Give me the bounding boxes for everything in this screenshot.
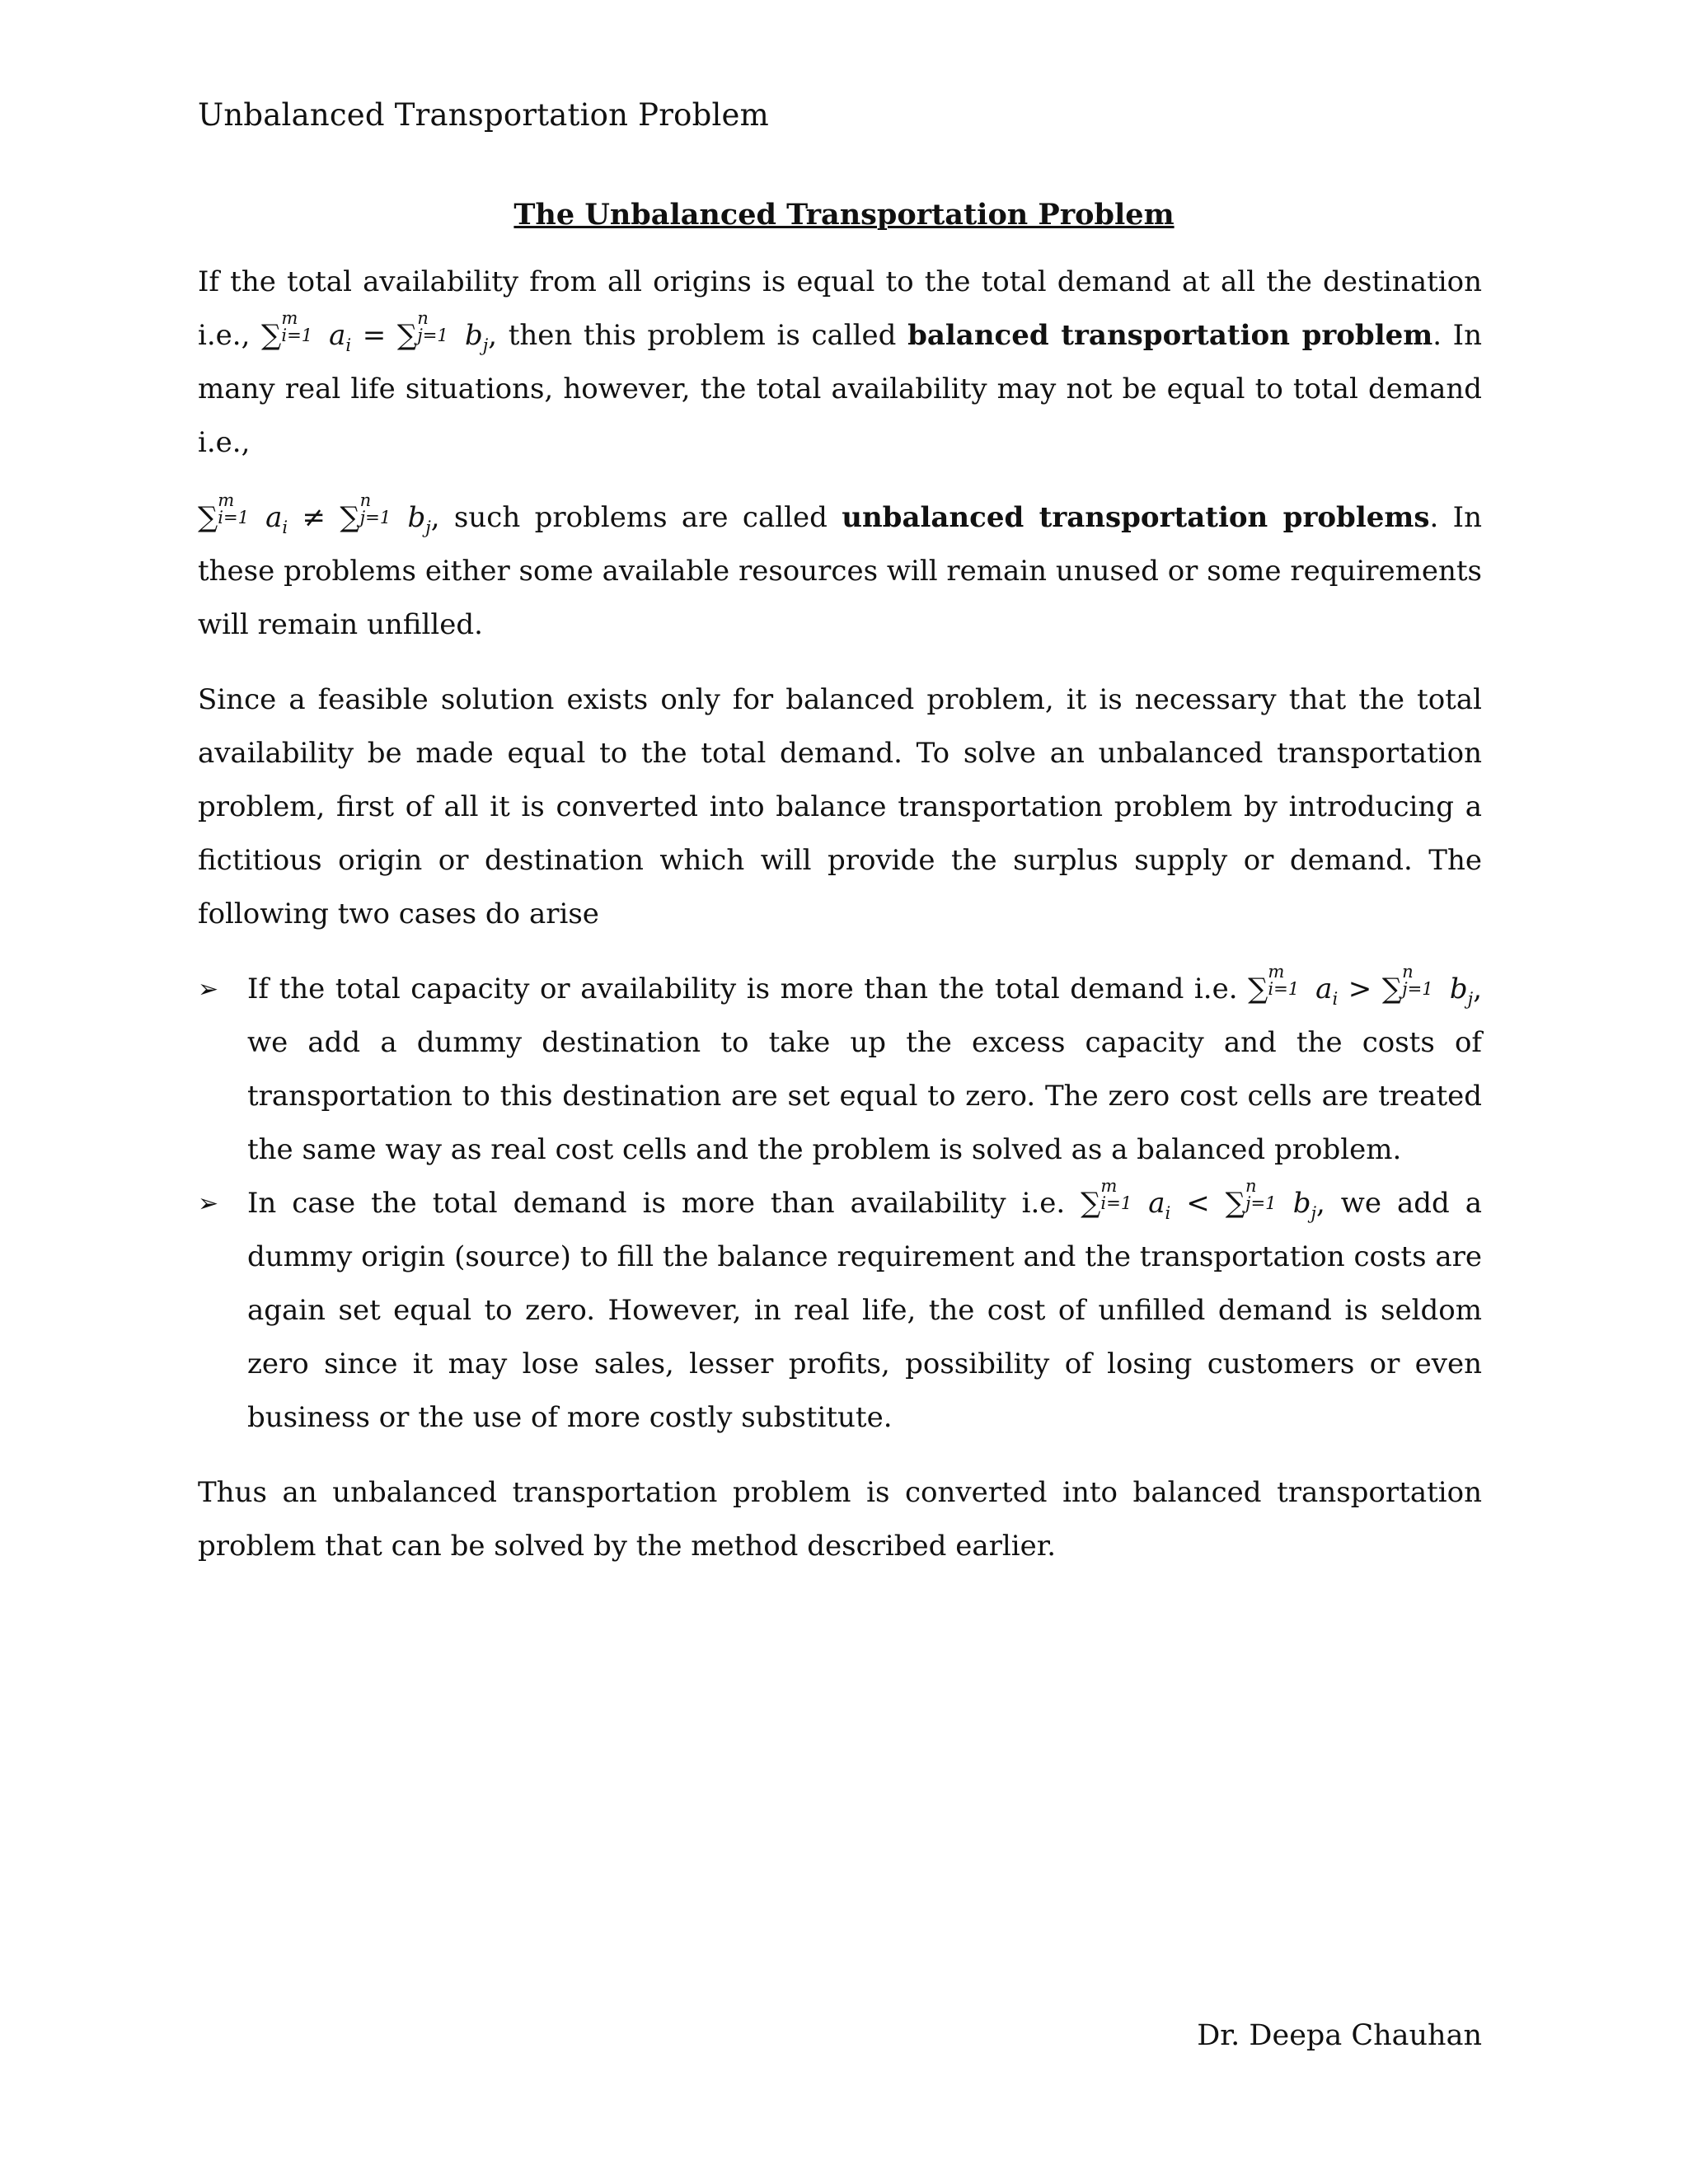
list-item-text: , we add a dummy origin (source) to fill the balance requirement and the transportation costs are again set equal to zero. However, in real life, the cost of unfilled demand is seldom zero since it may lose sales, lesser profits, possibility of losing customers or even business or the use of more costly substitute. bbox=[247, 1187, 1482, 1434]
section-title: The Unbalanced Transportation Problem bbox=[513, 198, 1175, 232]
paragraph-conclusion: Thus an unbalanced transportation problem is converted into balanced transportation problem that can be solved by the method described earlier. bbox=[198, 1476, 1482, 1563]
list-item-surplus-supply bbox=[198, 960, 1483, 1177]
term-balanced-transportation-problem: balanced transportation problem bbox=[907, 319, 1433, 352]
list-item-text: , we add a dummy destination to take up the excess capacity and the costs of transportation to this destination are set equal to zero. The zero cost cells are treated the same way as real cost cells and the problem is solved as a balanced problem. bbox=[247, 972, 1483, 1166]
paragraph-balanced-definition bbox=[198, 255, 1482, 470]
math-supply-greater: ∑ m i=1 $a_i$ > ∑ n j=1 $b_j$ bbox=[1248, 960, 1474, 1009]
paragraph-unbalanced-definition bbox=[198, 491, 1482, 652]
document-body bbox=[198, 255, 1482, 1595]
paragraph-text: , then this problem is called bbox=[488, 319, 897, 352]
paragraph-text: . In many real life situations, however, the total availability may not be equal to total demand i.e., bbox=[198, 319, 1482, 459]
math-balanced-equation: ∑ m i=1 $a_i$ = ∑ n j=1 $b_j$ bbox=[261, 307, 489, 355]
list-item-text: In case the total demand is more than availability i.e. bbox=[247, 1187, 1066, 1220]
term-unbalanced-transportation-problems: unbalanced transportation problems bbox=[842, 501, 1430, 534]
author-footer: Dr. Deepa Chauhan bbox=[1197, 2019, 1482, 2052]
list-item-text: If the total capacity or availability is more than the total demand i.e. bbox=[247, 972, 1238, 1005]
paragraph-text: . In these problems either some available resources will remain unused or some requirements will remain unfilled. bbox=[198, 501, 1482, 641]
list-item-surplus-demand bbox=[198, 1174, 1482, 1445]
paragraph-text: , such problems are called bbox=[430, 501, 828, 534]
arrow-bullet-icon: ➢ bbox=[198, 1189, 219, 1218]
paragraph-feasible-solution: Since a feasible solution exists only for balanced problem, it is necessary that the total availability be made equal to the total demand. To solve an unbalanced transportation problem, first of all it is converted into balance transportation problem by introducing a fictitious origin or destination which will provide the surplus supply or demand. The following two cases do arise bbox=[198, 683, 1482, 930]
math-demand-greater: ∑ m i=1 $a_i$ < ∑ n j=1 $b_j$ bbox=[1081, 1174, 1317, 1223]
running-header: Unbalanced Transportation Problem bbox=[198, 97, 769, 133]
paragraph-text: If the total availability from all origins is equal to the total demand at all the destination i.e., bbox=[198, 265, 1482, 352]
cases-list bbox=[198, 960, 1483, 1445]
math-unbalanced-inequation: ∑ m i=1 $a_i$ ≠ ∑ n j=1 $b_j$ bbox=[198, 489, 431, 537]
arrow-bullet-icon: ➢ bbox=[198, 975, 219, 1004]
